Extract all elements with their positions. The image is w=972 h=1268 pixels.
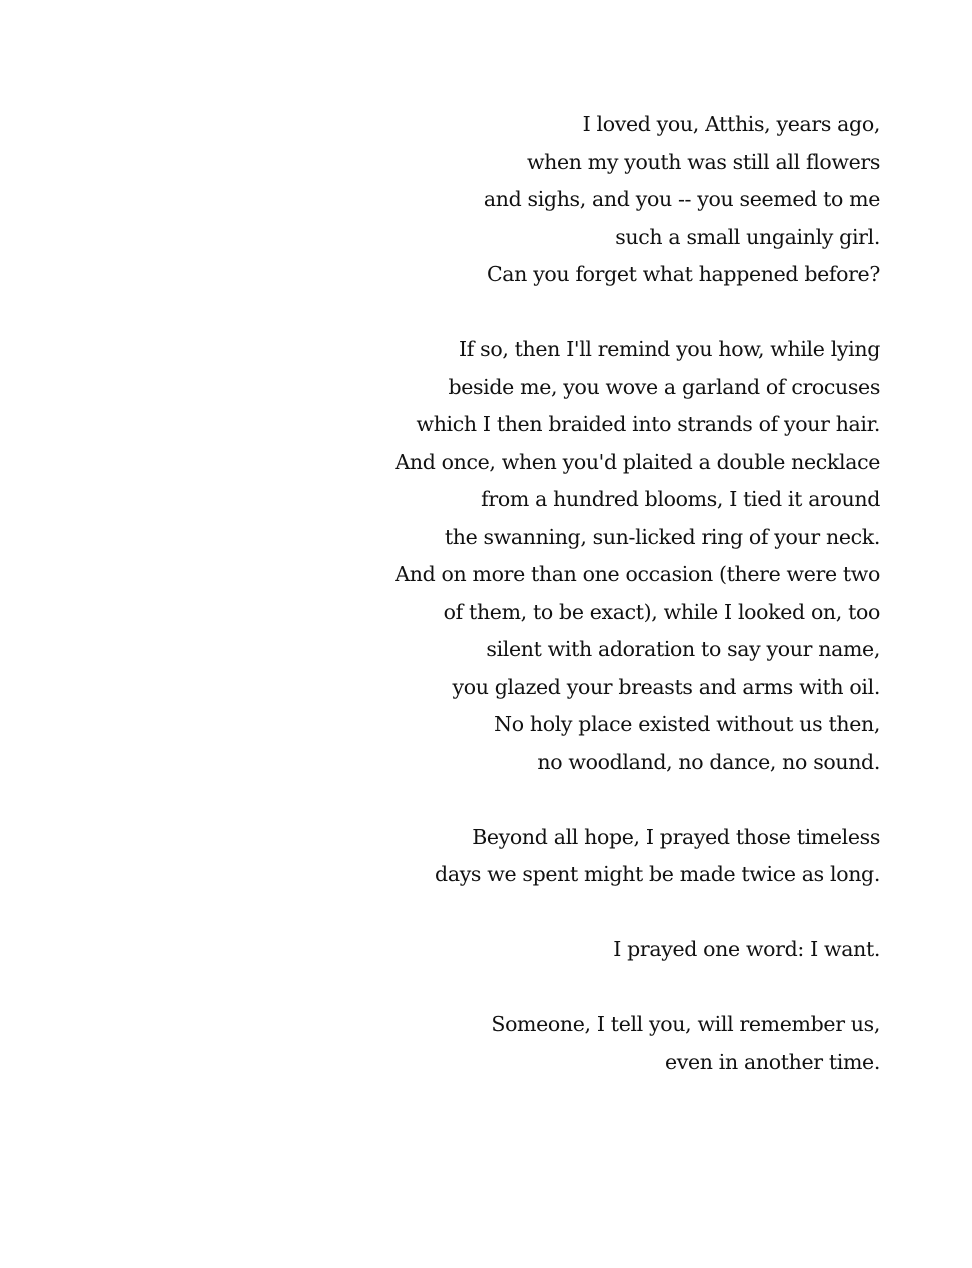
poem-line: such a small ungainly girl. bbox=[615, 224, 880, 249]
poem-line: If so, then I'll remind you how, while lying bbox=[459, 337, 880, 361]
poem-line: beside me, you wove a garland of crocuses bbox=[448, 374, 880, 399]
poem-line: even in another time. bbox=[664, 1049, 880, 1074]
stanza-3 bbox=[180, 819, 880, 894]
poem-line: from a hundred blooms, I tied it around bbox=[481, 487, 880, 511]
poem-line: silent with adoration to say your name, bbox=[486, 637, 880, 661]
poem-line: no woodland, no dance, no sound. bbox=[537, 749, 880, 774]
poem-line: which I then braided into strands of your hair. bbox=[416, 412, 880, 436]
poem-line: And once, when you'd plaited a double necklace bbox=[395, 449, 880, 474]
poem-line: you glazed your breasts and arms with oil. bbox=[452, 674, 880, 699]
stanza-1 bbox=[180, 106, 880, 294]
stanza-2 bbox=[180, 331, 880, 781]
poem-line: Can you forget what happened before? bbox=[486, 262, 880, 286]
poem-line: I loved you, Atthis, years ago, bbox=[582, 112, 880, 136]
stanza-5 bbox=[180, 1006, 880, 1081]
poem-line: And on more than one occasion (there were two bbox=[395, 562, 880, 586]
poem-line: and sighs, and you -- you seemed to me bbox=[483, 187, 880, 211]
poem-line: the swanning, sun-licked ring of your neck. bbox=[444, 524, 880, 549]
poem-line: Beyond all hope, I prayed those timeless bbox=[472, 824, 880, 849]
poem-line: I prayed one word: I want. bbox=[613, 937, 880, 961]
poem-line: days we spent might be made twice as long. bbox=[435, 862, 880, 886]
poem-line: Someone, I tell you, will remember us, bbox=[491, 1012, 880, 1036]
poem-line: No holy place existed without us then, bbox=[494, 712, 880, 736]
poem-line: of them, to be exact), while I looked on, too bbox=[443, 599, 880, 624]
poem-line: when my youth was still all flowers bbox=[526, 149, 880, 174]
stanza-4 bbox=[180, 931, 880, 969]
poem-body bbox=[180, 106, 880, 1119]
